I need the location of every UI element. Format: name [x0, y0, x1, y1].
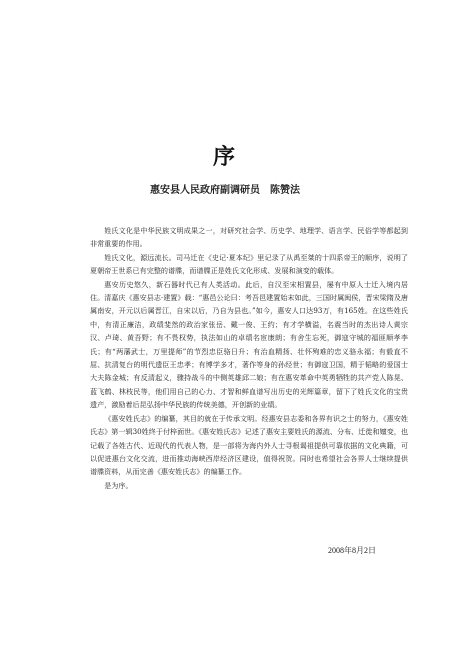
- paragraph-1: 姓氏文化是中华民族文明成果之一，对研究社会学、历史学、地理学、语言学、民俗学等都起到非常重要的作用。: [90, 226, 408, 249]
- signature-date: 2008年8月2日: [328, 546, 376, 555]
- body-text: [90, 224, 408, 492]
- paragraph-2: 姓氏文化，源远流长。司马迁在《史记·夏本纪》里记录了从禹至桀的十四系帝王的顺序，说明了夏朝帝王世系已有完整的谱牒，而谱牒正是姓氏文化形成、发展和演变的载体。: [90, 252, 408, 276]
- paragraph-4: 《惠安姓氏志》的编纂，其目的就在于传承文明。经惠安县志委和各界有识之士的努力，《惠安姓氏志》第一辑30姓终于付梓面世。《惠安姓氏志》记述了惠安主要姓氏的源流、分布、迁徙和嬗变，也记载了各姓古代、近现代的代表人物，是一部将为海内外人士寻根谒祖提供可靠依据的文化典籍，可以促进惠台文化交流，进而推动海峡西岸经济区建设，值得祝贺。同时也希望社会各界人士继续提供谱牒资料，从而完善《惠安姓氏志》的编纂工作。: [90, 413, 408, 477]
- paragraph-3: 惠安历史悠久，新石器时代已有人类活动。此后，自汉至宋相置县，屡有中原人士迁入境内居住。清嘉庆《惠安县志·建置》载：“惠邑公论曰：考吾邑建置始末如此，三国时属闽侯，晋宋梁隋及唐属南安，开元以后属晋江，自宋以后，乃自为县也。”如今，惠安人口达93万，有165姓。在这些姓氏中，有清正廉洁，政绩斐然的政治家张岳、戴一俊、王约；有才学横溢，名震当时的杰出诗人黄宗汉、卢琦、黄吾野；有不畏权势，执法如山的卓绩名宦康朗；有舍生忘死，御寇守城的福匪顺孝李氏；有“两藩武士，万里提师”的节烈忠臣骆日升；有治血精扬、壮怀殉难的忠义骆永福；有毅直不屈、抗清复台的明代遗臣王忠孝；有博学多才，著作等身的孙经世；有御寇卫国，精于韬略的爱国士大夫陈金城；有反清起义，骤持战斗的中侧英雄邱二娘；有在惠安革命中英勇牺牲的共产党人陈晃、蓝飞鹤、林枝民等，他们用自己的心力、才智和鲜血谱写出历史的光辉篇章，留下了姓氏文化的宝贵遗产，激励着后昆弘扬中华民族的传统美德，开创新的业绩。: [90, 279, 409, 410]
- page-title: 序: [212, 144, 237, 170]
- author-byline: 惠安县人民政府副调研员 陈赞法: [150, 185, 300, 196]
- paragraph-5: 是为序。: [104, 480, 133, 490]
